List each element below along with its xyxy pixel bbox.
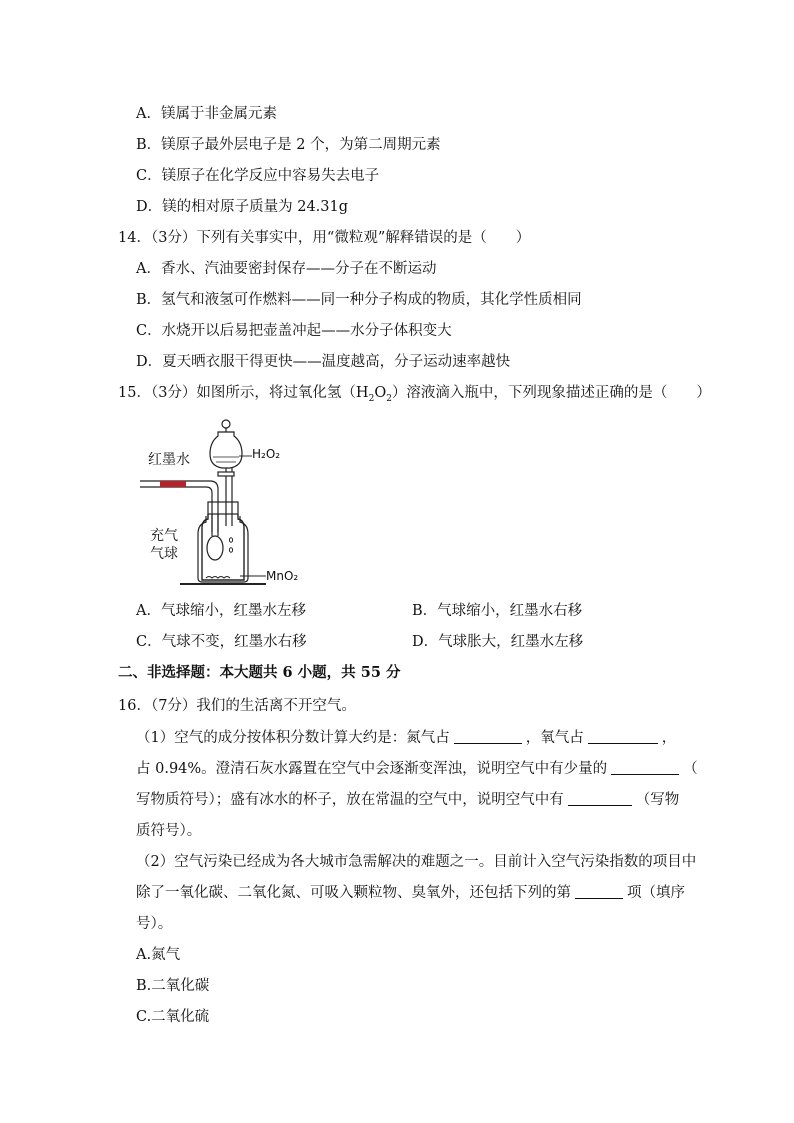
q13-option-c: C．镁原子在化学反应中容易失去电子 bbox=[136, 168, 380, 184]
q16-p2-line3: 号）。 bbox=[136, 916, 173, 932]
q15-option-b: B．气球缩小，红墨水右移 bbox=[412, 603, 583, 619]
q14-option-c: C．水烧开以后易把壶盖冲起——水分子体积变大 bbox=[136, 323, 452, 339]
q13-option-a: A．镁属于非金属元素 bbox=[136, 106, 277, 122]
section-heading: 二、非选择题：本大题共 6 小题，共 55 分 bbox=[118, 664, 401, 681]
q16-choice-b: B.二氧化碳 bbox=[136, 978, 210, 994]
h2o2-label: H₂O₂ bbox=[252, 447, 281, 461]
q14-stem: 14．（3分）下列有关事实中，用“微粒观”解释错误的是（ ） bbox=[118, 230, 531, 246]
blank-co2[interactable] bbox=[611, 760, 679, 775]
q16-choice-c: C.二氧化硫 bbox=[136, 1009, 210, 1025]
q13-option-b: B．镁原子最外层电子是 2 个，为第二周期元素 bbox=[136, 137, 441, 153]
q16-p1-line3: 写物质符号）；盛有冰水的杯子，放在常温的空气中，说明空气中有 （写物 bbox=[136, 792, 680, 808]
blank-pollutant[interactable] bbox=[575, 884, 623, 899]
q16-p1-line1: （1）空气的成分按体积分数计算大约是：氮气占 ，氧气占 ， bbox=[136, 730, 677, 746]
balloon bbox=[207, 536, 223, 560]
apparatus-figure bbox=[140, 414, 320, 592]
balloon-label-1: 充气 bbox=[150, 528, 178, 544]
balloon-label-2: 气球 bbox=[150, 546, 178, 562]
q15-option-c: C．气球不变，红墨水右移 bbox=[136, 634, 307, 650]
mno2-label: MnO₂ bbox=[266, 569, 299, 583]
q15-option-a: A．气球缩小，红墨水左移 bbox=[136, 603, 306, 619]
blank-water[interactable] bbox=[568, 791, 632, 806]
q13-option-d: D．镁的相对原子质量为 24.31g bbox=[136, 199, 349, 215]
q15-stem: 15．（3分）如图所示，将过氧化氢$(H_2O_2)$溶液滴入瓶中，下列现象描述正确的是（ ） bbox=[118, 385, 711, 404]
q16-p1-line2: 占 0.94%。澄清石灰水露置在空气中会逐渐变浑浊，说明空气中有少量的 （ bbox=[136, 761, 698, 777]
q16-choice-a: A.氮气 bbox=[136, 947, 181, 963]
q14-option-b: B．氢气和液氢可作燃料——同一种分子构成的物质，其化学性质相同 bbox=[136, 292, 582, 308]
q14-option-a: A．香水、汽油要密封保存——分子在不断运动 bbox=[136, 261, 437, 277]
ink-label: 红墨水 bbox=[148, 452, 190, 468]
blank-oxygen[interactable] bbox=[588, 729, 658, 744]
red-ink-drop bbox=[160, 481, 186, 487]
blank-nitrogen[interactable] bbox=[454, 729, 522, 744]
q16-p1-line4: 质符号）。 bbox=[136, 823, 202, 839]
q14-option-d: D．夏天晒衣服干得更快——温度越高，分子运动速率越快 bbox=[136, 354, 511, 370]
q16-p2-line1: （2）空气污染已经成为各大城市急需解决的难题之一。目前计入空气污染指数的项目中 bbox=[136, 854, 697, 870]
q15-option-d: D．气球胀大，红墨水左移 bbox=[412, 634, 584, 650]
q16-p2-line2: 除了一氧化碳、二氧化氮、可吸入颗粒物、臭氧外，还包括下列的第 项（填序 bbox=[136, 885, 685, 901]
q16-stem: 16．（7分）我们的生活离不开空气。 bbox=[118, 698, 356, 714]
